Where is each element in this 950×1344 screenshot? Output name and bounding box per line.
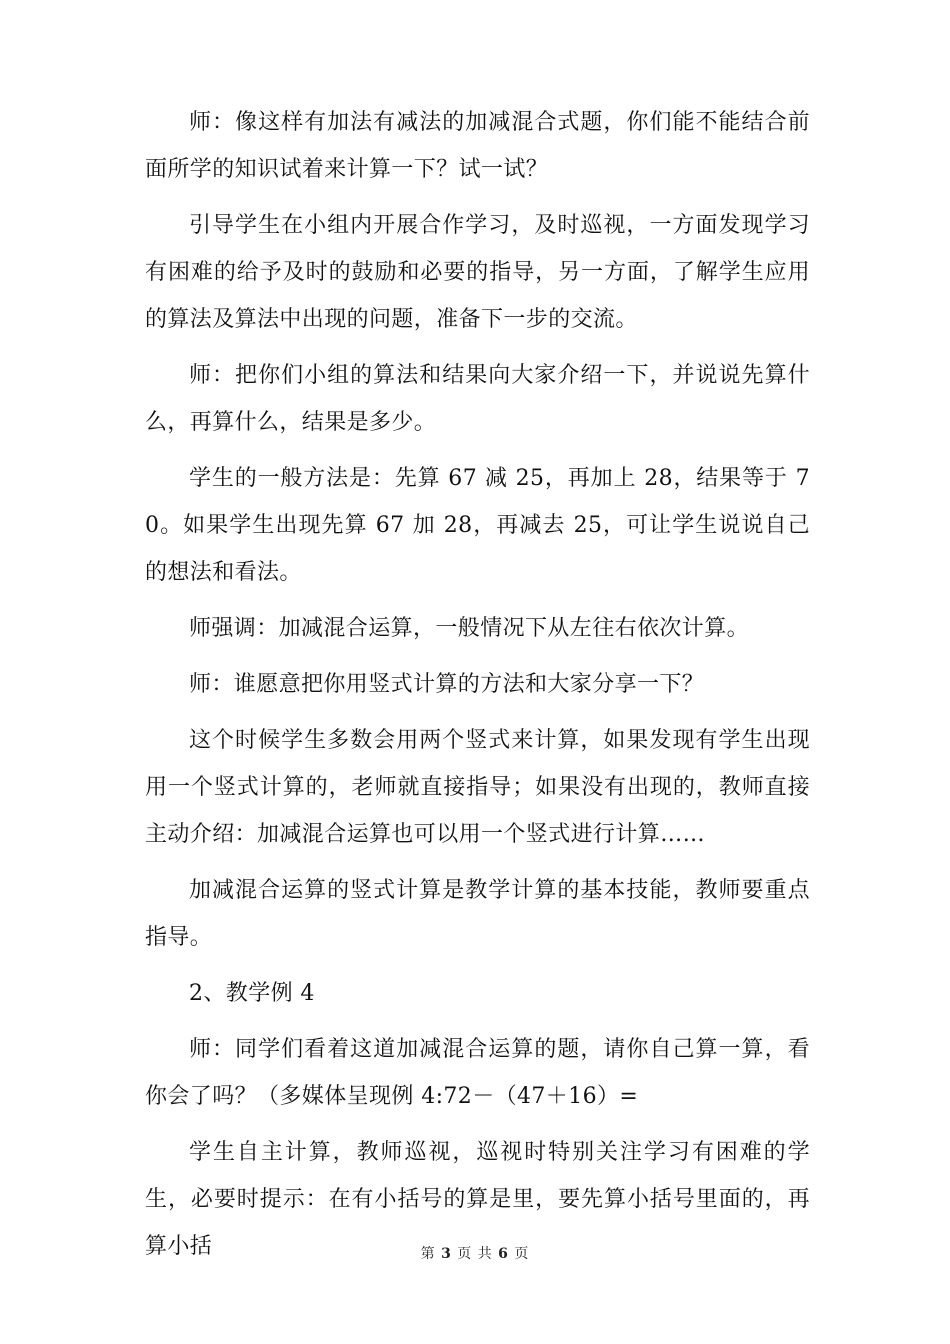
- current-page-number: 3: [441, 1246, 452, 1262]
- paragraph: 引导学生在小组内开展合作学习，及时巡视，一方面发现学习有困难的给予及时的鼓励和必要的指导，另一方面，了解学生应用的算法及算法中出现的问题，准备下一步的交流。: [145, 213, 810, 332]
- footer-middle: 页 共: [457, 1246, 493, 1262]
- paragraph: 师：谁愿意把你用竖式计算的方法和大家分享一下？: [189, 672, 705, 697]
- page-footer: [0, 1244, 950, 1264]
- total-page-count: 6: [498, 1246, 509, 1262]
- section-heading: 2、教学例 4: [189, 981, 315, 1006]
- footer-suffix: 页: [514, 1246, 530, 1262]
- paragraph: 加减混合运算的竖式计算是教学计算的基本技能，教师要重点指导。: [145, 878, 810, 950]
- paragraph: 师：把你们小组的算法和结果向大家介绍一下，并说说先算什么，再算什么，结果是多少。: [145, 363, 810, 435]
- paragraph: 师：像这样有加法有减法的加减混合式题，你们能不能结合前面所学的知识试着来计算一下？试一试？: [145, 110, 810, 182]
- paragraph: 学生的一般方法是：先算 67 减 25，再加上 28，结果等于 70。如果学生出现先算 67 加 28，再减去 25，可让学生说说自己的想法和看法。: [145, 466, 810, 585]
- footer-prefix: 第: [420, 1246, 436, 1262]
- paragraph: 师强调：加减混合运算，一般情况下从左往右依次计算。: [189, 616, 750, 641]
- paragraph: 师：同学们看着这道加减混合运算的题，请你自己算一算，看你会了吗？（多媒体呈现例 4:72－（47＋16）=: [145, 1037, 810, 1109]
- paragraph: 学生自主计算，教师巡视，巡视时特别关注学习有困难的学生，必要时提示：在有小括号的算是里，要先算小括号里面的，再算小括: [145, 1140, 810, 1259]
- document-body: [145, 99, 810, 1279]
- paragraph: 这个时候学生多数会用两个竖式来计算，如果发现有学生出现用一个竖式计算的，老师就直接指导；如果没有出现的，教师直接主动介绍：加减混合运算也可以用一个竖式进行计算……: [145, 728, 810, 847]
